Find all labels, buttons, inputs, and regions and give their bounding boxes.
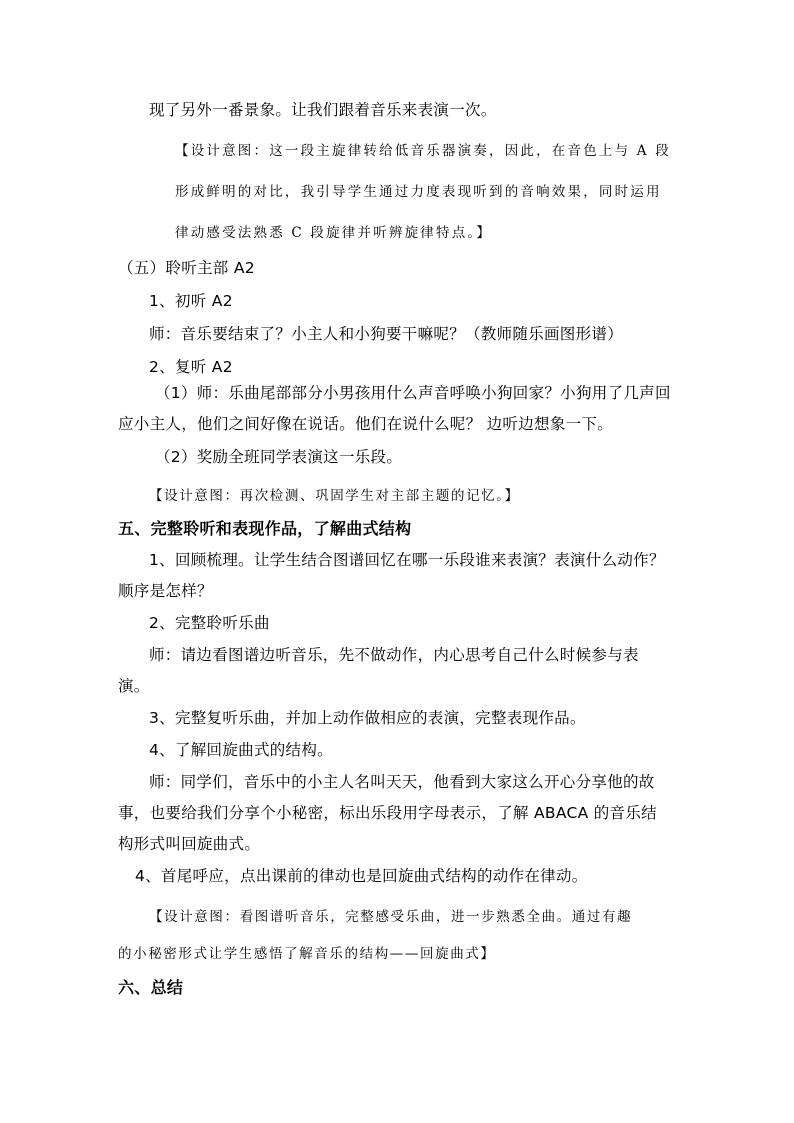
paragraph-line: 师：请边看图谱边听音乐，先不做动作，内心思考自己什么时候参与表 bbox=[149, 646, 639, 664]
step-heading: 3、完整复听乐曲，并加上动作做相应的表演，完整表现作品。 bbox=[149, 709, 586, 727]
design-intent-line: 【设计意图：再次检测、巩固学生对主部主题的记忆。】 bbox=[149, 488, 520, 504]
design-intent-line: 【设计意图：看图谱听音乐，完整感受乐曲，进一步熟悉全曲。通过有趣 bbox=[149, 909, 633, 925]
design-intent-line: 形成鲜明的对比，我引导学生通过力度表现听到的音响效果，同时运用 bbox=[175, 184, 662, 200]
section-heading: 六、总结 bbox=[118, 978, 184, 997]
paragraph-line: 事，也要给我们分享个小秘密，标出乐段用字母表示，了解 ABACA 的音乐结 bbox=[118, 804, 657, 822]
design-intent-line: 律动感受法熟悉 C 段旋律并听辨旋律特点。】 bbox=[175, 225, 493, 241]
paragraph-line: 现了另外一番景象。让我们跟着音乐来表演一次。 bbox=[149, 101, 497, 119]
paragraph-line: （2）奖励全班同学表演这一乐段。 bbox=[155, 448, 403, 466]
step-heading: 2、复听 A2 bbox=[149, 358, 233, 376]
step-heading: 4、了解回旋曲式的结构。 bbox=[149, 741, 333, 759]
section-heading: 五、完整聆听和表现作品，了解曲式结构 bbox=[118, 519, 412, 538]
paragraph-line: 演。 bbox=[118, 677, 150, 695]
section-heading: （五）聆听主部 A2 bbox=[118, 259, 255, 277]
paragraph-line: 1、回顾梳理。让学生结合图谱回忆在哪一乐段谁来表演？表演什么动作？ bbox=[149, 551, 665, 569]
step-heading: 1、初听 A2 bbox=[149, 292, 233, 310]
paragraph-line: （1）师：乐曲尾部部分小男孩用什么声音呼唤小狗回家？小狗用了几声回 bbox=[155, 384, 671, 402]
step-heading: 4、首尾呼应，点出课前的律动也是回旋曲式结构的动作在律动。 bbox=[135, 867, 588, 885]
paragraph-line: 构形式叫回旋曲式。 bbox=[118, 835, 261, 853]
paragraph-line: 师：音乐要结束了？小主人和小狗要干嘛呢？（教师随乐画图形谱） bbox=[149, 325, 624, 343]
paragraph-line: 师：同学们，音乐中的小主人名叫天天，他看到大家这么开心分享他的故 bbox=[149, 773, 655, 791]
paragraph-line: 顺序是怎样？ bbox=[118, 582, 213, 600]
step-heading: 2、完整聆听乐曲 bbox=[149, 614, 270, 632]
paragraph-line: 应小主人，他们之间好像在说话。他们在说什么呢？ 边听边想象一下。 bbox=[118, 415, 614, 433]
design-intent-line: 的小秘密形式让学生感悟了解音乐的结构——回旋曲式】 bbox=[118, 946, 496, 962]
design-intent-line: 【设计意图：这一段主旋律转给低音乐器演奏，因此，在音色上与 A 段 bbox=[175, 143, 671, 159]
